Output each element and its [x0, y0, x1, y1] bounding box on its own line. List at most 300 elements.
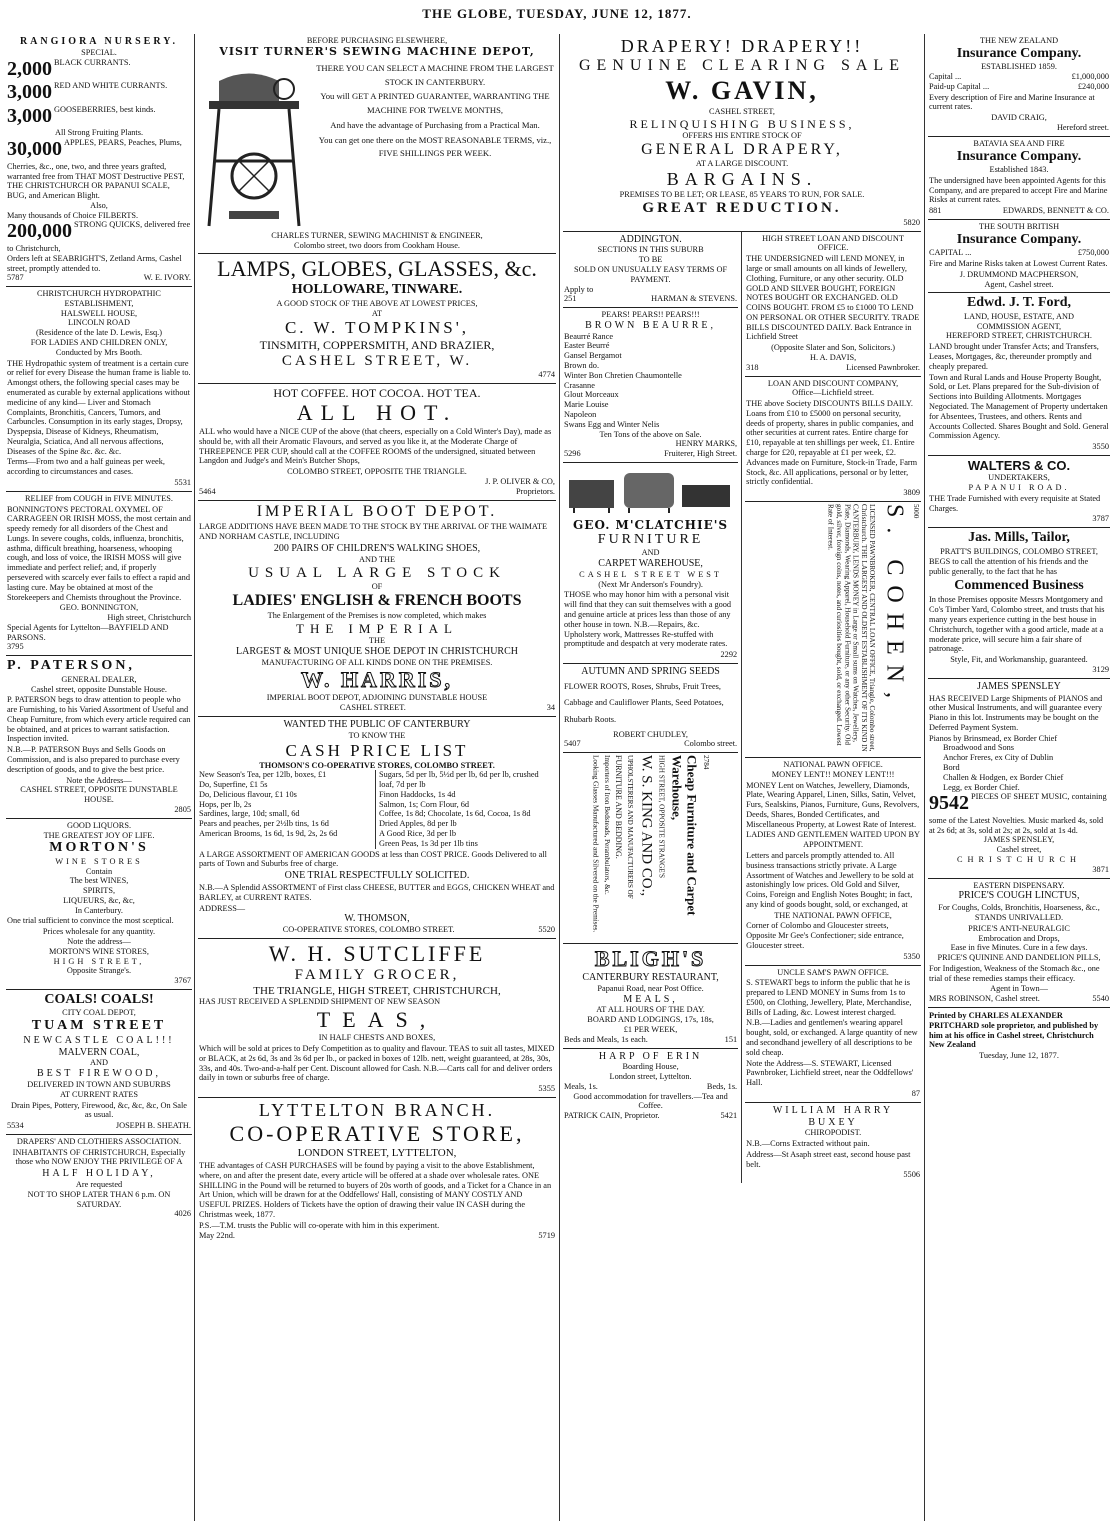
ad-number: 3787	[1092, 514, 1109, 524]
ad-address: Corner of Colombo and Gloucester streets, Opposite Mr Gee's Confectioner; side entrance, Gloucester street.	[746, 921, 904, 951]
ad-body: INHABITANTS OF CHRISTCHURCH, Especially those who NOW ENJOY THE PRIVILEGE OF A	[12, 1147, 186, 1167]
ad-address: Fruiterer, High Street.	[664, 449, 738, 459]
ad-body: THE above Society DISCOUNTS BILLS DAILY. Loans from £10 to £5000 on personal security, deeds of property, shares in public companies, and other securities at current rates. Entire charge for £10, repayable at ten shillings per week, £1. Entire charge for £20, repayable at £1 per week, £2. Advances made on Furniture, Stock-in Trade, Farm Stock, &c. All applications, personal or by letter, strictly confidential.	[746, 399, 918, 487]
ad-line: UNDERTAKERS,	[988, 473, 1050, 483]
ad-line: Opposite Strange's.	[66, 966, 132, 976]
ad-coffee-rooms	[198, 384, 556, 501]
ad-body: THOSE who may honor him with a personal visit will find that they can suit themselves with a good and genuine article at prices less than those of any other house in town. N.B.—Repairs, &c. Upholstery work, Mattresses Re-stuffed with promptitude and despatch at very moderate rates.	[564, 590, 732, 649]
ad-title: GENERAL DRAPERY,	[641, 140, 843, 158]
ad-line: Office—Lichfield street.	[792, 388, 874, 398]
price-item: Hops, per lb, 2s	[199, 799, 252, 809]
ad-signature: J. P. OLIVER & CO,	[485, 477, 555, 487]
ad-line: Established 1843.	[989, 165, 1049, 175]
ad-number: 4774	[538, 370, 555, 380]
ad-body: PIECES OF SHEET MUSIC, containing some of the Latest Novelties. Music marked 4s, sold at 2s 6d; at 3s, sold at 2s; at 2s, sold at 1s 4d.	[929, 792, 1107, 835]
ad-title: S. COHEN,	[881, 503, 908, 708]
ad-line: Cashel street, opposite Dunstable House.	[31, 684, 167, 694]
ad-line: Prices wholesale for any quantity.	[42, 927, 156, 937]
ad-line: LIQUEURS, &c, &c,	[63, 895, 135, 905]
ad-title: Edwd. J. T. Ford,	[966, 295, 1072, 311]
imprint-text: Printed by CHARLES ALEXANDER PRITCHARD sole proprietor, and published by him at his office in Cashel street, Christchurch New Zealand	[929, 1010, 1099, 1050]
ad-line: TO KNOW THE	[348, 730, 406, 740]
ad-hydropathic	[6, 287, 192, 492]
ad-line: LADIES AND GENTLEMEN WAITED UPON BY APPOINTMENT.	[746, 830, 920, 850]
ad-line: FOR LADIES AND CHILDREN ONLY,	[30, 338, 168, 348]
ad-line: £750,000	[1077, 248, 1109, 258]
column-rule	[924, 34, 925, 1521]
ad-line: BEFORE PURCHASING ELSEWHERE,	[306, 36, 448, 45]
ad-imperial-boot	[198, 501, 556, 717]
ad-number: 5350	[903, 951, 920, 961]
ad-line: IMPERIAL BOOT DEPOT, ADJOINING DUNSTABLE HOUSE	[266, 693, 488, 703]
ad-thomson-store	[198, 717, 556, 939]
ad-title: P. PATERSON,	[7, 658, 135, 674]
ad-line: AND	[641, 548, 660, 558]
ad-south-british-insurance	[928, 220, 1110, 293]
pear-variety: Glout Morceaux	[564, 390, 619, 400]
ad-address: Colombo street, two doors from Cookham House.	[294, 240, 460, 250]
ad-body: The undersigned have been appointed Agents for this Company, and are prepared to accept Fire and Marine Risks at current rates.	[929, 175, 1108, 205]
ad-title: HARP OF ERIN	[598, 1050, 703, 1062]
ad-body: HAS RECEIVED Large Shipments of PIANOS and other Musical Instruments, and will guarantee every Piano in this lot. Instruments may be bought on the Deferred Payment System.	[929, 693, 1103, 732]
ad-line: 200 PAIRS OF CHILDREN'S WALKING SHOES,	[273, 543, 481, 555]
ad-title: Jas. Mills, Tailor,	[968, 530, 1070, 546]
ad-number: 5407	[564, 739, 581, 749]
ad-title: THE NEW ZEALAND	[979, 36, 1059, 45]
price-item: Green Peas, 1s 3d per 1lb tins	[379, 838, 478, 848]
ad-mcclatchie	[563, 463, 738, 664]
ad-cough-remedy	[6, 492, 192, 657]
ad-line: BLACK CURRANTS.	[54, 57, 131, 67]
ad-lichfield-loan	[745, 377, 921, 502]
ad-number: 5421	[720, 1111, 738, 1121]
column-2	[198, 34, 556, 1521]
ad-line: APPLES, PEARS, Peaches, Plums, Cherries, &c., one, two, and three years grafted, warranted free from THAT MOST Destructive PEST, THE CHRISTCHURCH OR PAPANUI SCALE, BUG, and American Blight.	[7, 138, 185, 201]
ad-line: (Opposite Slater and Son, Solicitors.)	[771, 343, 896, 353]
price-list	[199, 770, 555, 848]
ad-line: (Next Mr Anderson's Foundry).	[598, 579, 703, 589]
ad-title: LOAN AND DISCOUNT COMPANY,	[767, 378, 899, 388]
ad-number: 5787	[7, 273, 24, 283]
ad-line: CHRISTCHURCH	[956, 855, 1082, 865]
ad-line: STRONG QUICKS, delivered free to Christchurch,	[7, 220, 191, 254]
ad-line: AT A LARGE DISCOUNT.	[695, 159, 789, 169]
ad-line: (Residence of the late D. Lewis, Esq.)	[35, 328, 163, 338]
ad-body: Note the Address—S. STEWART, Licensed Pawnbroker, Lichfield street, near the Oddfellows' Hall.	[746, 1058, 914, 1088]
ad-national-pawn	[745, 758, 921, 966]
ad-line: PREMISES TO BE LET; OR LEASE, 85 YEARS TO RUN, FOR SALE.	[619, 190, 865, 200]
ad-line: LINCOLN ROAD	[68, 318, 130, 328]
ad-body: THE advantages of CASH PURCHASES will be found by paying a visit to the above Establishment, where, on and after the present date, every article will be offered at a shade over wholesale rates. ONE SHILLING in the Pound will be returned to buyers of 20s worth of goods, and a Ticket for a Chance in an Art Union, which will be drawn for at the Oddfellows' Hall, consisting of MANY COSTLY AND USEFUL PRIZES. Holders of Tickets have the option of drawing their value IN CASH during the Christmas week, 1877.	[199, 1161, 552, 1219]
ad-body: Town and Rural Lands and House Property Bought, Sold, or Let. Plans prepared for the Sub-division of Sections into Building Allotments. Mortgages Negociated. The Management of Property undertaken for Absentees, Trustees, and others. Rents and Accounts Collected. Shares Bought and Sold. General Commission Agency.	[929, 372, 1109, 441]
ad-line: £1 PER WEEK,	[623, 1024, 678, 1034]
ad-title: LADIES' ENGLISH & FRENCH BOOTS	[232, 592, 522, 610]
ad-title: RANGIORA NURSERY.	[19, 36, 179, 47]
ad-line: Boarding House,	[622, 1062, 679, 1072]
ad-number: 5464	[199, 486, 216, 496]
ad-uncle-sams	[745, 966, 921, 1103]
ad-body: Drain Pipes, Pottery, Firewood, &c, &c, &c, On Sale as usual.	[11, 1100, 187, 1120]
price-list-left	[199, 770, 375, 848]
ad-signature: JOSEPH B. SHEATH.	[115, 1121, 191, 1131]
ad-drapers-association	[6, 1135, 192, 1222]
ad-line: Ten Tons of the above on Sale.	[599, 429, 702, 439]
ad-body: S. STEWART begs to inform the public that he is prepared to LEND MONEY in Sums from 1s to £500, on Clothing, Jewellery, Plate, Merchandise, Bills of Lading, &c. Lowest interest charged.	[746, 978, 912, 1017]
ad-line: HALSWELL HOUSE,	[60, 308, 138, 318]
ad-number: 4026	[174, 1209, 191, 1219]
ad-title: JAMES SPENSLEY	[977, 680, 1061, 692]
ad-line: LARGEST & MOST UNIQUE SHOE DEPOT IN CHRISTCHURCH	[236, 645, 518, 657]
ad-number: 5355	[538, 1084, 555, 1094]
ad-line: Also,	[90, 200, 108, 210]
ad-number: 881	[929, 206, 942, 216]
pear-variety: Gansel Bergamot	[564, 351, 622, 361]
ad-signature: J. DRUMMOND MACPHERSON,	[959, 269, 1079, 279]
ad-signature: W. E. IVORY.	[143, 273, 191, 283]
ad-line: Proprietors.	[516, 486, 555, 496]
ad-number: 34	[546, 703, 555, 713]
ad-signature: W. THOMSON,	[344, 913, 410, 925]
ad-body: MONEY Lent on Watches, Jewellery, Diamonds, Plate, Wearing Apparel, Linen, Silks, Satin, Velvet, Furs, Sealskins, Pianos, Furniture, Guns, Revolvers, Deeds, Shares, Bonded Certificates, and Miscellaneous Property, at Lowest Rate of Interest.	[746, 780, 920, 829]
ad-line: RED AND WHITE CURRANTS.	[54, 81, 168, 91]
sewing-machine-engraving	[199, 61, 309, 231]
ad-body: Every description of Fire and Marine Insurance at current rates.	[929, 92, 1095, 112]
ad-line: IN HALF CHESTS AND BOXES,	[318, 1033, 436, 1043]
ad-line: NEWCASTLE COAL!!!	[23, 1034, 175, 1046]
quantity: 3,000	[7, 104, 52, 127]
ad-line: MEALS,	[623, 993, 678, 1005]
ad-buxey	[745, 1103, 921, 1184]
ad-title: GOOD LIQUORS.	[66, 820, 132, 830]
ad-title: HOLLOWARE, TINWARE.	[291, 282, 463, 298]
ad-title: MORTON'S	[49, 840, 149, 856]
ad-line: Style, Fit, and Workmanship, guaranteed.	[950, 655, 1088, 665]
ad-line: THOMSON'S CO-OPERATIVE STORES, COLOMBO STREET.	[259, 760, 495, 770]
column-1	[6, 34, 192, 1521]
ad-title: TEAS,	[316, 1007, 438, 1033]
ad-title: ADDINGTON.	[619, 233, 682, 245]
ad-line: Embrocation and Drops,	[978, 933, 1060, 943]
ad-number: 3550	[1092, 442, 1109, 452]
ad-title: WALTERS & CO.	[967, 457, 1071, 473]
column-rule	[559, 34, 560, 1521]
ad-number: 5506	[903, 1170, 920, 1180]
ad-line: Are requested	[75, 1179, 123, 1189]
ad-line: WINE STORES	[55, 856, 143, 866]
ad-line: LAND, HOUSE, ESTATE, AND	[964, 311, 1074, 321]
ad-body: Letters and parcels promptly attended to. All business transactions strictly private. A Large Assortment of Watches and Jewellery to be sold at astonishingly low prices. Old Gold and Silver, Coins, Foreign and English Notes Bought; in fact, any kind of goods bought, sold, or exchanged, at	[746, 850, 914, 909]
ad-line: May 22nd.	[199, 1230, 235, 1240]
ad-title: AUTUMN AND SPRING SEEDS	[581, 665, 720, 677]
ad-line: GENERAL DEALER,	[61, 674, 137, 684]
ad-title: WANTED THE PUBLIC OF CANTERBURY	[283, 718, 471, 730]
ad-number: 3767	[174, 976, 191, 986]
ad-line: HALF HOLIDAY,	[42, 1168, 156, 1180]
pear-variety: Winter Bon Chretien Chaumontelle	[564, 370, 682, 380]
ad-line: PRATT'S BUILDINGS, COLOMBO STREET,	[940, 546, 1098, 556]
ad-line: TINSMITH, COPPERSMITH, AND BRAZIER,	[259, 338, 495, 353]
ad-eastern-dispensary	[928, 879, 1110, 1008]
ad-line: Beds and Meals, 1s each.	[564, 1034, 648, 1044]
ad-title: Cheap Furniture and Carpet Warehouse,	[669, 755, 700, 916]
ad-body: THE Trade Furnished with every requisite at Stated Charges.	[929, 493, 1101, 513]
ad-line: CARPET WAREHOUSE,	[598, 558, 703, 570]
price-item: Pears and peaches, per 2½lb tins, 1s 6d	[199, 819, 329, 829]
ad-body: You can get one there on the MOST REASONABLE TERMS, viz., FIVE SHILLINGS PER WEEK.	[318, 134, 552, 159]
ad-address: COLOMBO STREET, OPPOSITE THE TRIANGLE.	[287, 467, 467, 477]
ad-line: MANUFACTURING OF ALL KINDS DONE ON THE PREMISES.	[261, 657, 493, 667]
ad-line: CHIROPODIST.	[804, 1128, 862, 1138]
ad-body: BEGS to call the attention of his friends and the public generally, to the fact that he has	[929, 557, 1089, 577]
ad-chudley-seeds	[563, 664, 738, 753]
ad-title: W. S. KING AND CO.,	[638, 755, 655, 897]
ad-line: MORTON'S WINE STORES,	[49, 946, 149, 956]
ad-line: P.S.—T.M. trusts the Public will co-operate with him in this experiment.	[199, 1220, 440, 1230]
piano-item: Bord	[943, 762, 960, 772]
ad-line: COMMISSION AGENT,	[976, 321, 1062, 331]
ad-line: Paid-up Capital ...	[929, 81, 990, 91]
piano-item: Anchor Freres, ex City of Dublin	[943, 753, 1054, 763]
ad-signature: H. A. DAVIS,	[809, 353, 857, 363]
ad-line: £1,000,000	[1071, 72, 1109, 82]
ad-number: 3871	[1092, 864, 1109, 874]
price-item: A Good Rice, 3d per lb	[379, 829, 456, 839]
ad-body: LAND brought under Transfer Acts; and Transfers, Leases, Mortgages, &c, thereunder promptly and cheaply prepared.	[929, 342, 1099, 371]
ad-ws-king	[563, 753, 738, 944]
ad-line: THE GREATEST JOY OF LIFE.	[43, 830, 155, 840]
ad-line: LONDON STREET, LYTTELTON,	[297, 1147, 457, 1160]
ad-line: RELINQUISHING BUSINESS,	[629, 116, 855, 131]
ad-title: BROWN BEAURRE,	[585, 319, 717, 331]
ad-title: ALL HOT.	[296, 400, 458, 426]
ad-address: CASHEL STREET.	[339, 703, 406, 713]
quantity: 3,000	[7, 81, 52, 104]
ad-batavia-insurance	[928, 137, 1110, 220]
ad-turner-sewing	[198, 34, 556, 254]
ad-title: PRICE'S COUGH LINCTUS,	[958, 890, 1080, 902]
ad-sutcliffe	[198, 939, 556, 1098]
ad-line: Apply to	[564, 284, 594, 294]
ad-s-cohen	[745, 502, 921, 758]
ad-line: PRICE'S ANTI-NEURALGIC	[968, 923, 1070, 933]
quantity: 2,000	[7, 57, 52, 80]
ad-title: Commenced Business	[954, 577, 1084, 593]
ad-line: HIGH STREET, OPPOSITE STRANGE'S	[657, 755, 666, 879]
ad-tompkins	[198, 254, 556, 384]
ad-harp-of-erin	[563, 1049, 738, 1124]
column-4	[928, 34, 1110, 1521]
ad-title: Insurance Company.	[956, 148, 1082, 164]
ad-number: 5296	[564, 449, 581, 459]
ad-line: Note the Address—	[66, 775, 132, 785]
ad-line: ONE TRIAL RESPECTFULLY SOLICITED.	[284, 870, 470, 882]
pear-variety: Marie Louise	[564, 400, 609, 410]
ad-line: PRICE'S QUININE AND DANDELION PILLS,	[937, 953, 1101, 963]
ad-body: Which will be sold at prices to Defy Competition as to quality and flavour. TEAS to suit all tastes, MIXED or BLACK, at 2s 6d, 3s and 3s 6d per lb., or packed in boxes of 12lb. nett, weight guaranteed, at 28s, 30s, 33s, and 40s. Two-and-a-half per Cent. Discount allowed for Cash. N.B.—Carts call for and deliver orders daily in town or suburbs free of charge.	[199, 1044, 555, 1083]
ad-title: HIGH STREET LOAN AND DISCOUNT OFFICE.	[762, 233, 904, 253]
ad-body: One trial sufficient to convince the most sceptical.	[7, 916, 174, 926]
ad-line: A GOOD STOCK OF THE ABOVE AT LOWEST PRICES,	[276, 298, 478, 308]
ad-signature: DAVID CRAIG,	[991, 113, 1047, 123]
ad-title: W. H. SUTCLIFFE	[268, 940, 486, 966]
imprint-date: Tuesday, June 12, 1877.	[979, 1051, 1059, 1061]
ad-title: DRAPERS' AND CLOTHIERS ASSOCIATION.	[16, 1136, 182, 1146]
ad-body: Terms—From two and a half guineas per week, according to circumstances and cases.	[7, 457, 165, 477]
ad-title: BARGAINS.	[666, 169, 818, 190]
ad-title: GREAT REDUCTION.	[642, 200, 842, 217]
ad-addington	[563, 232, 738, 308]
ad-title: IMPERIAL BOOT DEPOT.	[256, 502, 498, 520]
ad-rangiora-nursery	[6, 34, 192, 287]
ad-number: 318	[746, 362, 759, 372]
piano-item: Pianos by Brinsmead, ex Border Chief	[929, 733, 1058, 743]
ad-line: Orders left at SEABRIGHT'S, Zetland Arms, Cashel street, promptly attended to.	[7, 253, 182, 273]
ad-title: Insurance Company.	[956, 45, 1082, 61]
ad-line: OF	[371, 582, 383, 592]
ad-number: 3129	[1092, 664, 1109, 674]
ad-title: LAMPS, GLOBES, GLASSES, &c.	[217, 256, 537, 282]
ad-title: LYTTELTON BRANCH.	[258, 1099, 496, 1120]
ad-title: PEARS! PEARS!! PEARS!!!	[601, 310, 700, 320]
ad-number: 5540	[1092, 994, 1109, 1004]
ad-line: Importers of Iron Bedsteads, Perambulators, &c.	[602, 755, 611, 895]
ad-line: NOT TO SHOP LATER THAN 6 p.m. ON SATURDAY.	[27, 1189, 171, 1209]
ad-line: BOARD AND LODGINGS, 17s, 18s,	[587, 1015, 714, 1025]
pear-variety: Swans Egg and Winter Nelis	[564, 419, 660, 429]
ad-title: WILLIAM HARRY BUXEY	[772, 1104, 894, 1128]
pear-variety: Easter Beurré	[564, 341, 610, 351]
ad-line: Note the address—	[67, 937, 131, 947]
ad-line: The Enlargement of the Premises is now completed, which makes	[267, 610, 487, 620]
price-item: American Brooms, 1s 6d, 1s 9d, 2s, 2s 6d	[199, 829, 338, 839]
ad-mortons	[6, 819, 192, 990]
ad-title: EASTERN DISPENSARY.	[973, 880, 1065, 890]
ad-title: UNCLE SAM'S PAWN OFFICE.	[777, 967, 889, 977]
ad-body: LARGE ADDITIONS HAVE BEEN MADE TO THE STOCK BY THE ARRIVAL OF THE WAIMATE AND NORHAM CASTLE, INCLUDING	[199, 522, 548, 542]
pear-variety: Brown do.	[564, 361, 600, 371]
ad-line: Conducted by Mrs Booth.	[55, 347, 143, 357]
ad-address: Address—St Asaph street east, second house past belt.	[746, 1149, 911, 1169]
ad-title: COALS! COALS!	[44, 991, 154, 1007]
ad-line: GOOSEBERRIES, best kinds.	[54, 104, 156, 114]
ad-line: AND	[90, 1058, 108, 1068]
ad-line: UPHOLSTERERS AND MANUFACTURERS OF	[626, 755, 635, 899]
ad-line: Licensed Pawnbroker.	[846, 362, 920, 372]
column-rule	[194, 34, 195, 1521]
ad-line: THE NATIONAL PAWN OFFICE,	[774, 910, 892, 920]
ad-line: The best WINES,	[69, 876, 129, 886]
ad-body: THE Hydropathic system of treatment is a certain cure or relief for every Disease the human frame is liable to. Amongst others, the following special cases may be enumerated as curable by external applications without medicine of any kind— Liver and Stomach Complaints, Bronchitis, Cancers, Tumors, and Carbuncles. Consumption in its early stages, Dropsy, Dyspepsia, Disease of Kidneys, Rheumatism, Neuralgia, Sciatica, And all nervous affections, Diseases of the Spine &c. &c. &c.	[7, 358, 191, 456]
quantity: 9542	[929, 792, 969, 815]
ad-line: ADDRESS—	[199, 903, 246, 913]
ad-line: Contain	[85, 866, 113, 876]
ad-line: OFFERS HIS ENTIRE STOCK OF	[682, 130, 802, 140]
ad-signature: EDWARDS, BENNETT & CO.	[1002, 206, 1109, 216]
ad-address: CO-OPERATIVE STORES, COLOMBO STREET.	[282, 925, 455, 935]
ad-number: 2784	[701, 755, 710, 770]
ad-line: MALVERN COAL,	[58, 1046, 140, 1058]
ad-line: SPIRITS,	[82, 886, 116, 896]
ad-line: TO BE	[638, 255, 663, 265]
ad-body: THE UNDERSIGNED will LEND MONEY, in large or small amounts on all kinds of Jewellery, Clothing, Furniture, or any other security. OLD GOLD AND SILVER BOUGHT, FOREIGN NOTES BOUGHT OR EXCHANGED. OLD COINS BOUGHT. FROM £5 to £1000 TO LEND ON PERSONAL OR OTHER SECURITY. TRADE BILLS DISCOUNTED DAILY. Back Entrance in Lichfield Street	[746, 254, 920, 342]
ad-signature: PATRICK CAIN, Proprietor.	[564, 1111, 660, 1121]
ad-title: CHRISTCHURCH HYDROPATHIC ESTABLISHMENT,	[37, 289, 161, 308]
ad-line: AT CURRENT RATES	[59, 1089, 139, 1099]
ad-high-street-loan	[745, 232, 921, 377]
ad-body: THERE YOU CAN SELECT A MACHINE FROM THE LARGEST STOCK IN CANTERBURY.	[316, 62, 554, 87]
ad-number: 5531	[174, 477, 191, 487]
ad-title: VISIT TURNER'S SEWING MACHINE DEPOT,	[219, 44, 535, 58]
piano-item: Legg, ex Border Chief.	[943, 782, 1020, 792]
ad-line: Cashel street,	[996, 845, 1042, 855]
ad-signature: HENRY MARKS,	[675, 439, 738, 449]
ad-line: Special Agents for Lyttelton—BAYFIELD AND PARSONS.	[7, 622, 169, 642]
piano-item: Challen & Hodgen, ex Border Chief	[943, 772, 1064, 782]
ad-signature: ROBERT CHUDLEY,	[613, 729, 688, 739]
ad-number: 5820	[903, 217, 920, 227]
ad-title: USUAL LARGE STOCK	[248, 564, 506, 581]
ad-line: ESTABLISHED 1859.	[981, 62, 1057, 72]
quantity: 200,000	[7, 220, 72, 243]
ad-number: 2292	[720, 650, 738, 660]
ad-blighs-restaurant	[563, 944, 738, 1048]
ad-number: 3795	[7, 642, 24, 652]
ad-line: All Strong Fruiting Plants.	[54, 128, 144, 138]
ad-number: 151	[724, 1034, 738, 1044]
ad-number: 5719	[538, 1230, 555, 1240]
ad-line: Agent in Town—	[990, 984, 1048, 994]
ad-title: DRAPERY! DRAPERY!!	[620, 36, 864, 56]
ad-body: FLOWER ROOTS, Roses, Shrubs, Fruit Trees, Cabbage and Cauliflower Plants, Seed Potatoes, Rhubarb Roots.	[564, 681, 724, 724]
ad-line: Many thousands of Choice FILBERTS.	[7, 210, 139, 220]
ad-line: Good accommodation for travellers.—Tea and Coffee.	[573, 1091, 728, 1111]
ad-body: A LARGE ASSORTMENT OF AMERICAN GOODS at less than COST PRICE. Goods Delivered to all parts of Town and Suburbs free of charge.	[199, 849, 547, 869]
price-item: Finon Haddocks, 1s 4d	[379, 789, 456, 799]
ad-line: SECTIONS IN THIS SUBURB	[597, 245, 704, 255]
ad-line: CANTERBURY RESTAURANT,	[582, 972, 719, 984]
ad-line: Capital ...	[929, 72, 962, 82]
price-item: Sugars, 5d per lb, 5½d per lb, 6d per lb, crushed loaf, 7d per lb	[379, 770, 539, 790]
ad-line: High street, Christchurch	[107, 613, 191, 623]
ad-body: BONNINGTON'S PECTORAL OXYMEL OF CARRAGEEN OR IRISH MOSS, the most certain and speedy remedy for all disorders of the Chest and Lungs. In severe coughs, colds, influenza, bronchitis, asthma, difficult breathing, hoarseness, whooping cough, and loss of voice, the IRISH MOSS will give immediate and perfect relief; and, if properly persevered with scarcely ever fails to effect a rapid and lasting cure. May be obtained at most of the Storekeepers and Chemists throughout the Province.	[7, 504, 191, 602]
ad-line: AT ALL HOURS OF THE DAY.	[596, 1005, 705, 1015]
ad-address: HEREFORD STREET, CHRISTCHURCH.	[946, 331, 1092, 341]
price-list-right	[375, 770, 555, 848]
price-item: Sardines, large, 10d; small, 6d	[199, 809, 300, 819]
ad-title: BLIGH'S	[594, 946, 707, 972]
ad-body: N.B.—P. PATERSON Buys and Sells Goods on Commission, and is also prepared to purchase every description of goods, and to give the best price.	[7, 745, 180, 774]
price-item: Do, Delicious flavour, £1 10s	[199, 789, 297, 799]
ad-address: Colombo street.	[684, 739, 738, 749]
ad-title: NATIONAL PAWN OFFICE.	[783, 759, 883, 769]
ad-line: AND THE	[358, 554, 396, 564]
ad-title: CASH PRICE LIST	[285, 740, 469, 760]
ad-line: In Canterbury.	[75, 905, 123, 915]
ad-title: HOT COFFEE. HOT COCOA. HOT TEA.	[273, 386, 481, 401]
ad-line: PAPANUI ROAD.	[968, 482, 1070, 492]
ad-title: Insurance Company.	[956, 231, 1082, 247]
ad-number: 5000	[912, 503, 920, 519]
ad-line: HAS JUST RECEIVED A SPLENDID SHIPMENT OF NEW SEASON	[199, 997, 441, 1007]
ad-number: 251	[564, 294, 577, 304]
ad-line: London street, Lyttelton.	[609, 1072, 692, 1082]
masthead: THE GLOBE, TUESDAY, JUNE 12, 1877.	[422, 6, 692, 21]
piano-item: Broadwood and Sons	[943, 743, 1014, 753]
ad-line: CAPITAL ...	[929, 248, 972, 258]
price-item: Coffee, 1s 8d; Chocolate, 1s 6d, Cocoa, 1s 8d	[379, 809, 531, 819]
ad-number: 5520	[538, 925, 555, 935]
ad-signature: HARMAN & STEVENS.	[651, 294, 738, 304]
